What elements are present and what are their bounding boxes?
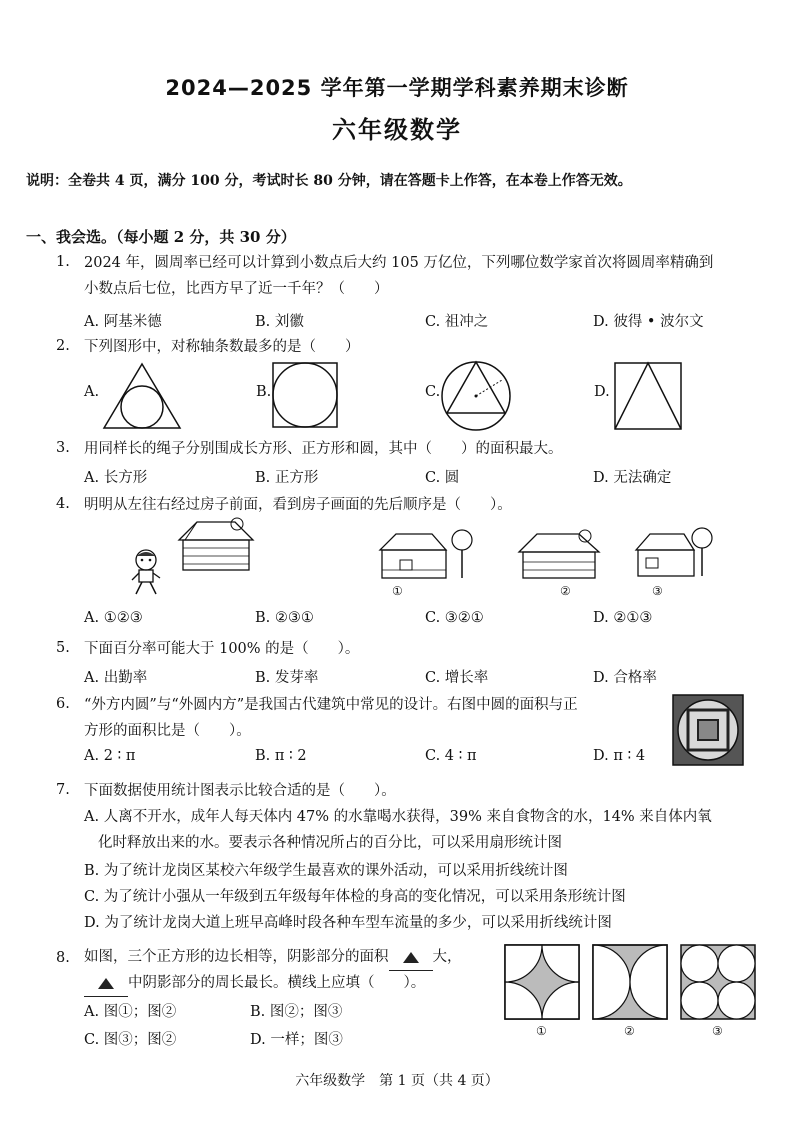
q7-option-d[interactable]: D. 为了统计龙岗大道上班早高峰时段各种车型车流量的多少，可以采用折线统计图	[84, 915, 612, 931]
circle-with-inscribed-triangle-figure	[440, 360, 512, 432]
q1-option-b[interactable]: B. 刘徽	[255, 314, 304, 330]
q8-blank-1	[389, 944, 433, 971]
q7-option-b[interactable]: B. 为了统计龙岗区某校六年级学生最喜欢的课外活动，可以采用折线统计图	[84, 863, 568, 879]
q6-line2: 方形的面积比是（ ）。	[84, 723, 251, 739]
q3-option-b[interactable]: B. 正方形	[255, 470, 319, 486]
q8-number: 8.	[56, 950, 70, 966]
q8-option-d[interactable]: D. 一样；图③	[250, 1032, 343, 1048]
q7-line1: 下面数据使用统计图表示比较合适的是（ ）。	[84, 783, 396, 799]
q8-blank-2	[84, 970, 128, 997]
house-with-tree-icon	[175, 518, 259, 574]
q4-line1: 明明从左往右经过房子前面，看到房子画面的先后顺序是（ ）。	[84, 497, 512, 513]
q8-line2	[84, 970, 494, 997]
q3-number: 3.	[56, 440, 70, 456]
square-with-incircle-figure	[272, 362, 338, 428]
q6-number: 6.	[56, 696, 70, 712]
q3-option-d[interactable]: D. 无法确定	[593, 470, 672, 486]
q4-option-b[interactable]: B. ②③①	[255, 610, 314, 626]
q8-line1-end: 大，	[432, 949, 462, 965]
q8-label-3: ③	[712, 1024, 723, 1038]
q6-option-d[interactable]: D. π ∶ 4	[593, 748, 646, 764]
q5-number: 5.	[56, 640, 70, 656]
q2-option-c[interactable]: C.	[425, 384, 441, 400]
q2-option-a[interactable]: A.	[84, 384, 100, 400]
q1-option-c[interactable]: C. 祖冲之	[425, 314, 489, 330]
square-figure-3	[680, 944, 756, 1020]
q8-option-c[interactable]: C. 图③；图②	[84, 1032, 177, 1048]
q6-option-b[interactable]: B. π ∶ 2	[255, 748, 307, 764]
q6-option-c[interactable]: C. 4 ∶ π	[425, 748, 477, 764]
q7-number: 7.	[56, 782, 70, 798]
q8-label-2: ②	[624, 1024, 635, 1038]
exam-subtitle: 六年级数学	[332, 115, 462, 144]
q1-option-a[interactable]: A. 阿基米德	[84, 314, 162, 330]
q5-option-a[interactable]: A. 出勤率	[84, 670, 148, 686]
q4-number: 4.	[56, 496, 70, 512]
q6-option-a[interactable]: A. 2 ∶ π	[84, 748, 136, 764]
q5-option-c[interactable]: C. 增长率	[425, 670, 489, 686]
q7-option-a-line2[interactable]: 化时释放出来的水。要表示各种情况所占的百分比，可以采用扇形统计图	[98, 835, 562, 851]
q1-number: 1.	[56, 254, 70, 270]
q3-line1: 用同样长的绳子分别围成长方形、正方形和圆，其中（ ）的面积最大。	[84, 441, 563, 457]
square-with-triangle-figure	[614, 362, 682, 430]
q5-option-b[interactable]: B. 发芽率	[255, 670, 319, 686]
q2-line1: 下列图形中，对称轴条数最多的是（ ）	[84, 339, 360, 355]
q8-label-1: ①	[536, 1024, 547, 1038]
q1-option-d[interactable]: D. 彼得 • 波尔文	[593, 314, 704, 330]
q4-option-a[interactable]: A. ①②③	[84, 610, 143, 626]
q8-option-b[interactable]: B. 图②；图③	[250, 1004, 343, 1020]
q8-line1	[84, 944, 494, 971]
triangle-marker-icon	[98, 978, 114, 989]
q8-option-a[interactable]: A. 图①；图②	[84, 1004, 177, 1020]
triangle-with-incircle-figure	[102, 362, 182, 432]
house-view-3-icon	[632, 528, 716, 582]
house-view-2-icon	[515, 530, 605, 582]
q5-line1: 下面百分率可能大于 100% 的是（ ）。	[84, 641, 360, 657]
q7-option-c[interactable]: C. 为了统计小强从一年级到五年级每年体检的身高的变化情况，可以采用条形统计图	[84, 889, 626, 905]
q2-option-b[interactable]: B.	[256, 384, 272, 400]
exam-title: 2024—2025 学年第一学期学科素养期末诊断	[165, 76, 629, 100]
q1-line2: 小数点后七位，比西方早了近一千年？（ ）	[84, 281, 389, 297]
q7-option-a-line1[interactable]: A. 人离不开水，成年人每天体内 47% 的水靠喝水获得，39% 来自食物含的水，14% 来自体内氧	[84, 809, 712, 825]
boy-walking-icon	[128, 548, 164, 598]
q4-option-c[interactable]: C. ③②①	[425, 610, 484, 626]
triangle-marker-icon	[403, 952, 419, 963]
square-circle-window-figure	[672, 694, 744, 766]
q4-label-3: ③	[652, 584, 663, 598]
q1-line1: 2024 年，圆周率已经可以计算到小数点后大约 105 万亿位，下列哪位数学家首次将圆周率精确到	[84, 255, 714, 271]
q8-line1-start: 如图，三个正方形的边长相等，阴影部分的面积	[84, 949, 389, 965]
q3-option-a[interactable]: A. 长方形	[84, 470, 148, 486]
square-figure-1	[504, 944, 580, 1020]
q2-number: 2.	[56, 338, 70, 354]
q4-label-2: ②	[560, 584, 571, 598]
q3-option-c[interactable]: C. 圆	[425, 470, 460, 486]
house-view-1-icon	[376, 530, 476, 582]
q6-line1: “外方内圆”与“外圆内方”是我国古代建筑中常见的设计。右图中圆的面积与正	[84, 697, 578, 713]
q8-line2-text: 中阴影部分的周长最长。横线上应填（ ）。	[128, 975, 426, 991]
section-heading: 一、我会选。（每小题 2 分，共 30 分）	[26, 228, 296, 246]
q4-option-d[interactable]: D. ②①③	[593, 610, 653, 626]
exam-instructions: 说明：全卷共 4 页，满分 100 分，考试时长 80 分钟，请在答题卡上作答，在本卷上作答无效。	[26, 173, 632, 189]
page-footer: 六年级数学 第 1 页（共 4 页）	[295, 1073, 499, 1089]
q4-label-1: ①	[392, 584, 403, 598]
square-figure-2	[592, 944, 668, 1020]
q2-option-d[interactable]: D.	[594, 384, 610, 400]
q5-option-d[interactable]: D. 合格率	[593, 670, 657, 686]
